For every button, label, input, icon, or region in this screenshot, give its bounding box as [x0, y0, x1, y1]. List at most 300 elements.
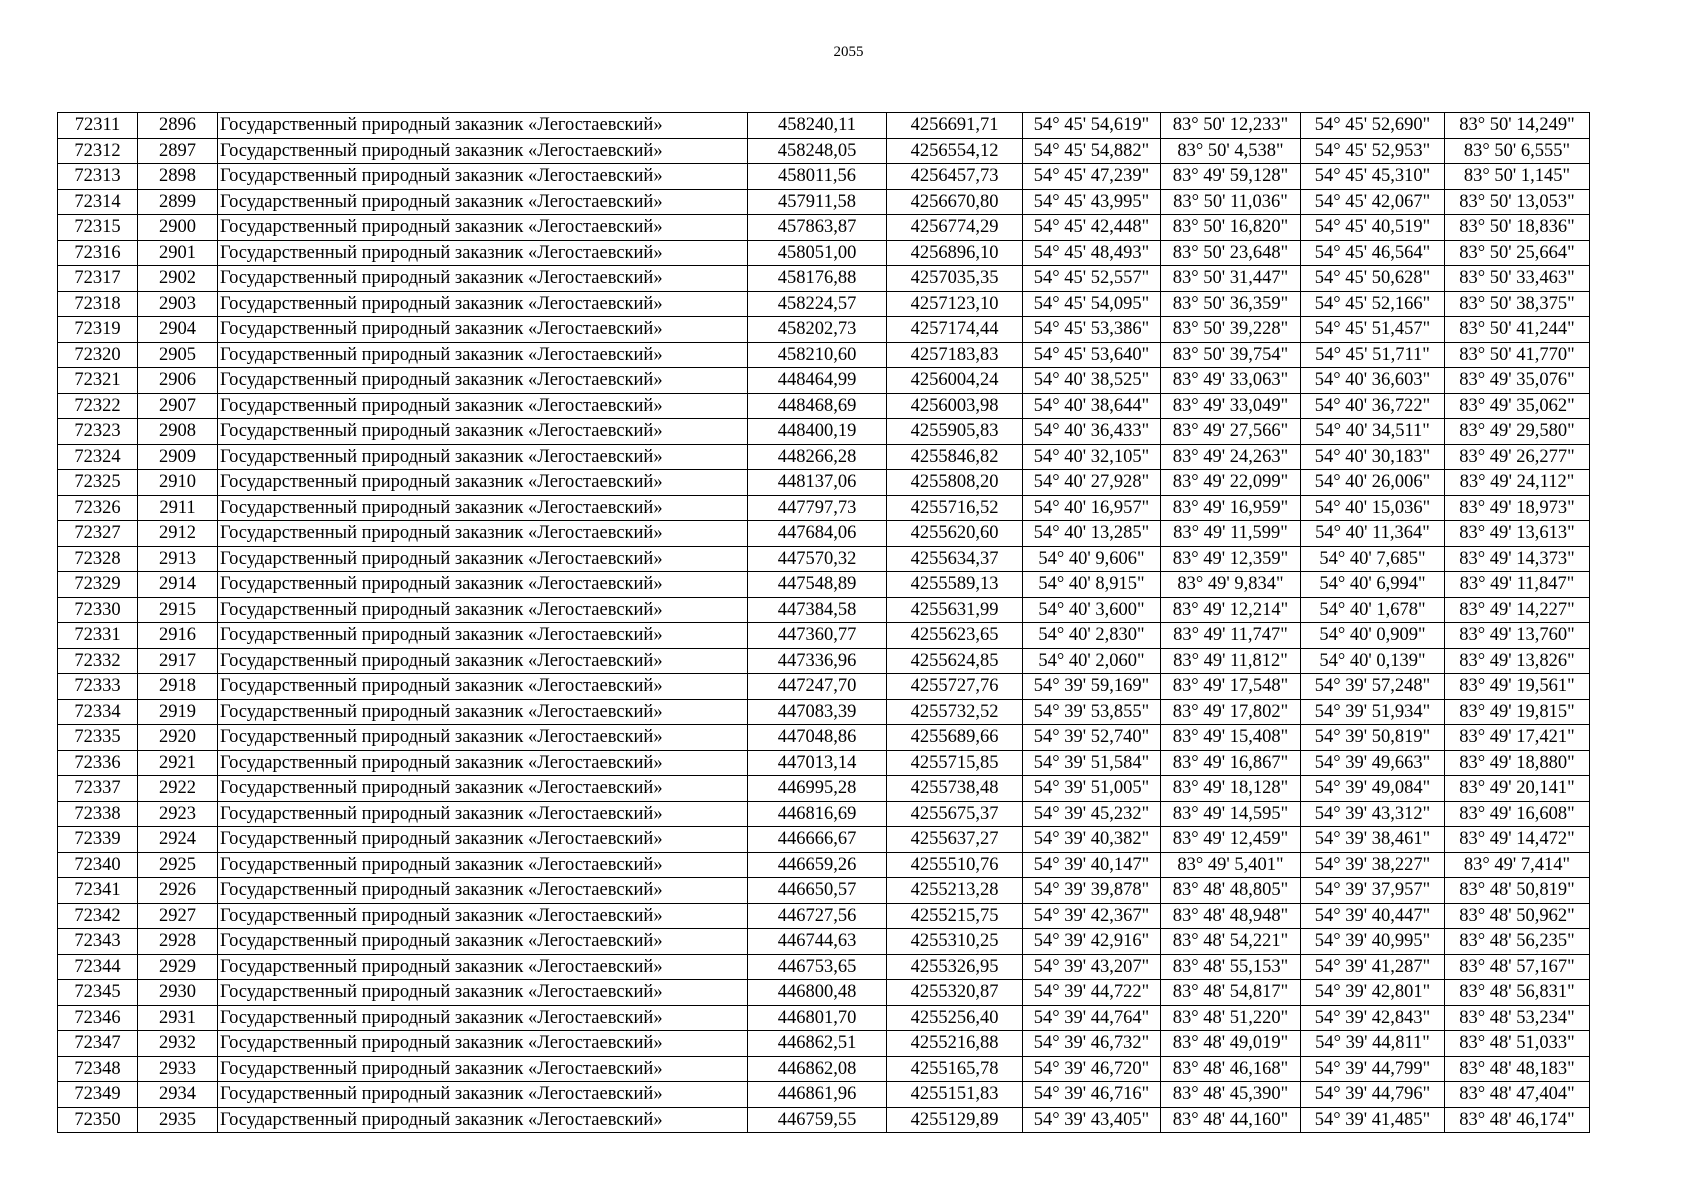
- table-row: [58, 164, 1590, 190]
- y-coordinate-cell: 4255620,60: [887, 521, 1023, 547]
- x-coordinate-cell: 448266,28: [748, 444, 887, 470]
- point-number-cell: 2904: [138, 317, 218, 343]
- territory-name-cell: Государственный природный заказник «Легостаевский»: [218, 750, 748, 776]
- longitude-2-cell: 83° 48' 50,962": [1445, 903, 1590, 929]
- longitude-1-cell: 83° 49' 12,214": [1161, 597, 1301, 623]
- y-coordinate-cell: 4257123,10: [887, 291, 1023, 317]
- longitude-1-cell: 83° 49' 16,867": [1161, 750, 1301, 776]
- latitude-2-cell: 54° 39' 49,663": [1301, 750, 1445, 776]
- longitude-1-cell: 83° 49' 24,263": [1161, 444, 1301, 470]
- y-coordinate-cell: 4255716,52: [887, 495, 1023, 521]
- territory-name-cell: Государственный природный заказник «Легостаевский»: [218, 317, 748, 343]
- record-number-cell: 72312: [58, 138, 138, 164]
- latitude-2-cell: 54° 39' 41,287": [1301, 954, 1445, 980]
- y-coordinate-cell: 4255808,20: [887, 470, 1023, 496]
- latitude-2-cell: 54° 39' 38,461": [1301, 827, 1445, 853]
- territory-name-cell: Государственный природный заказник «Легостаевский»: [218, 903, 748, 929]
- latitude-2-cell: 54° 39' 50,819": [1301, 725, 1445, 751]
- latitude-1-cell: 54° 39' 43,405": [1023, 1107, 1161, 1133]
- table-row: [58, 980, 1590, 1006]
- y-coordinate-cell: 4255675,37: [887, 801, 1023, 827]
- longitude-2-cell: 83° 50' 38,375": [1445, 291, 1590, 317]
- latitude-1-cell: 54° 45' 47,239": [1023, 164, 1161, 190]
- record-number-cell: 72319: [58, 317, 138, 343]
- territory-name-cell: Государственный природный заказник «Легостаевский»: [218, 725, 748, 751]
- point-number-cell: 2930: [138, 980, 218, 1006]
- latitude-2-cell: 54° 39' 42,801": [1301, 980, 1445, 1006]
- y-coordinate-cell: 4256004,24: [887, 368, 1023, 394]
- table-row: [58, 1082, 1590, 1108]
- table-row: [58, 648, 1590, 674]
- x-coordinate-cell: 446753,65: [748, 954, 887, 980]
- record-number-cell: 72333: [58, 674, 138, 700]
- longitude-1-cell: 83° 49' 27,566": [1161, 419, 1301, 445]
- point-number-cell: 2897: [138, 138, 218, 164]
- latitude-2-cell: 54° 45' 45,310": [1301, 164, 1445, 190]
- longitude-1-cell: 83° 49' 11,599": [1161, 521, 1301, 547]
- point-number-cell: 2910: [138, 470, 218, 496]
- latitude-2-cell: 54° 39' 38,227": [1301, 852, 1445, 878]
- longitude-2-cell: 83° 50' 13,053": [1445, 189, 1590, 215]
- coordinates-table: [57, 112, 1590, 1133]
- territory-name-cell: Государственный природный заказник «Легостаевский»: [218, 240, 748, 266]
- x-coordinate-cell: 447048,86: [748, 725, 887, 751]
- latitude-1-cell: 54° 39' 46,732": [1023, 1031, 1161, 1057]
- latitude-2-cell: 54° 45' 52,690": [1301, 113, 1445, 139]
- longitude-2-cell: 83° 50' 6,555": [1445, 138, 1590, 164]
- y-coordinate-cell: 4255637,27: [887, 827, 1023, 853]
- y-coordinate-cell: 4255624,85: [887, 648, 1023, 674]
- latitude-1-cell: 54° 45' 53,640": [1023, 342, 1161, 368]
- latitude-2-cell: 54° 39' 51,934": [1301, 699, 1445, 725]
- territory-name-cell: Государственный природный заказник «Легостаевский»: [218, 648, 748, 674]
- y-coordinate-cell: 4255510,76: [887, 852, 1023, 878]
- record-number-cell: 72323: [58, 419, 138, 445]
- table-row: [58, 419, 1590, 445]
- longitude-1-cell: 83° 49' 18,128": [1161, 776, 1301, 802]
- record-number-cell: 72322: [58, 393, 138, 419]
- x-coordinate-cell: 448468,69: [748, 393, 887, 419]
- latitude-2-cell: 54° 39' 37,957": [1301, 878, 1445, 904]
- latitude-1-cell: 54° 40' 3,600": [1023, 597, 1161, 623]
- latitude-1-cell: 54° 45' 42,448": [1023, 215, 1161, 241]
- y-coordinate-cell: 4255589,13: [887, 572, 1023, 598]
- latitude-1-cell: 54° 40' 16,957": [1023, 495, 1161, 521]
- latitude-1-cell: 54° 39' 51,005": [1023, 776, 1161, 802]
- record-number-cell: 72348: [58, 1056, 138, 1082]
- territory-name-cell: Государственный природный заказник «Легостаевский»: [218, 674, 748, 700]
- territory-name-cell: Государственный природный заказник «Легостаевский»: [218, 623, 748, 649]
- record-number-cell: 72318: [58, 291, 138, 317]
- record-number-cell: 72342: [58, 903, 138, 929]
- longitude-1-cell: 83° 48' 44,160": [1161, 1107, 1301, 1133]
- y-coordinate-cell: 4255905,83: [887, 419, 1023, 445]
- x-coordinate-cell: 458202,73: [748, 317, 887, 343]
- record-number-cell: 72335: [58, 725, 138, 751]
- x-coordinate-cell: 446995,28: [748, 776, 887, 802]
- point-number-cell: 2912: [138, 521, 218, 547]
- x-coordinate-cell: 446650,57: [748, 878, 887, 904]
- point-number-cell: 2917: [138, 648, 218, 674]
- territory-name-cell: Государственный природный заказник «Легостаевский»: [218, 215, 748, 241]
- table-row: [58, 368, 1590, 394]
- longitude-2-cell: 83° 48' 57,167": [1445, 954, 1590, 980]
- territory-name-cell: Государственный природный заказник «Легостаевский»: [218, 852, 748, 878]
- x-coordinate-cell: 447570,32: [748, 546, 887, 572]
- longitude-1-cell: 83° 50' 31,447": [1161, 266, 1301, 292]
- y-coordinate-cell: 4256670,80: [887, 189, 1023, 215]
- longitude-2-cell: 83° 49' 20,141": [1445, 776, 1590, 802]
- longitude-1-cell: 83° 48' 55,153": [1161, 954, 1301, 980]
- y-coordinate-cell: 4256691,71: [887, 113, 1023, 139]
- table-row: [58, 113, 1590, 139]
- territory-name-cell: Государственный природный заказник «Легостаевский»: [218, 572, 748, 598]
- point-number-cell: 2914: [138, 572, 218, 598]
- longitude-1-cell: 83° 49' 15,408": [1161, 725, 1301, 751]
- y-coordinate-cell: 4255634,37: [887, 546, 1023, 572]
- latitude-2-cell: 54° 45' 52,953": [1301, 138, 1445, 164]
- territory-name-cell: Государственный природный заказник «Легостаевский»: [218, 164, 748, 190]
- latitude-1-cell: 54° 39' 45,232": [1023, 801, 1161, 827]
- x-coordinate-cell: 447384,58: [748, 597, 887, 623]
- longitude-2-cell: 83° 49' 19,815": [1445, 699, 1590, 725]
- table-row: [58, 572, 1590, 598]
- table-row: [58, 725, 1590, 751]
- latitude-1-cell: 54° 39' 53,855": [1023, 699, 1161, 725]
- table-row: [58, 546, 1590, 572]
- territory-name-cell: Государственный природный заказник «Легостаевский»: [218, 419, 748, 445]
- point-number-cell: 2902: [138, 266, 218, 292]
- y-coordinate-cell: 4256774,29: [887, 215, 1023, 241]
- table-row: [58, 929, 1590, 955]
- record-number-cell: 72315: [58, 215, 138, 241]
- longitude-2-cell: 83° 48' 50,819": [1445, 878, 1590, 904]
- table-row: [58, 444, 1590, 470]
- longitude-2-cell: 83° 49' 11,847": [1445, 572, 1590, 598]
- latitude-1-cell: 54° 45' 53,386": [1023, 317, 1161, 343]
- latitude-2-cell: 54° 39' 44,799": [1301, 1056, 1445, 1082]
- point-number-cell: 2903: [138, 291, 218, 317]
- longitude-2-cell: 83° 48' 51,033": [1445, 1031, 1590, 1057]
- y-coordinate-cell: 4255715,85: [887, 750, 1023, 776]
- territory-name-cell: Государственный природный заказник «Легостаевский»: [218, 368, 748, 394]
- record-number-cell: 72324: [58, 444, 138, 470]
- table-row: [58, 623, 1590, 649]
- x-coordinate-cell: 447548,89: [748, 572, 887, 598]
- page-number: 2055: [833, 44, 864, 60]
- table-row: [58, 215, 1590, 241]
- territory-name-cell: Государственный природный заказник «Легостаевский»: [218, 495, 748, 521]
- table-row: [58, 521, 1590, 547]
- table-row: [58, 597, 1590, 623]
- table-row: [58, 1056, 1590, 1082]
- point-number-cell: 2911: [138, 495, 218, 521]
- territory-name-cell: Государственный природный заказник «Легостаевский»: [218, 342, 748, 368]
- latitude-1-cell: 54° 40' 32,105": [1023, 444, 1161, 470]
- longitude-1-cell: 83° 48' 46,168": [1161, 1056, 1301, 1082]
- territory-name-cell: Государственный природный заказник «Легостаевский»: [218, 1031, 748, 1057]
- table-row: [58, 878, 1590, 904]
- longitude-1-cell: 83° 49' 16,959": [1161, 495, 1301, 521]
- point-number-cell: 2932: [138, 1031, 218, 1057]
- latitude-2-cell: 54° 39' 40,447": [1301, 903, 1445, 929]
- table-row: [58, 852, 1590, 878]
- x-coordinate-cell: 447797,73: [748, 495, 887, 521]
- point-number-cell: 2924: [138, 827, 218, 853]
- territory-name-cell: Государственный природный заказник «Легостаевский»: [218, 444, 748, 470]
- longitude-1-cell: 83° 49' 33,049": [1161, 393, 1301, 419]
- latitude-1-cell: 54° 40' 27,928": [1023, 470, 1161, 496]
- longitude-2-cell: 83° 50' 1,145": [1445, 164, 1590, 190]
- longitude-1-cell: 83° 50' 36,359": [1161, 291, 1301, 317]
- longitude-1-cell: 83° 48' 45,390": [1161, 1082, 1301, 1108]
- x-coordinate-cell: 447684,06: [748, 521, 887, 547]
- longitude-2-cell: 83° 48' 56,831": [1445, 980, 1590, 1006]
- longitude-1-cell: 83° 49' 5,401": [1161, 852, 1301, 878]
- territory-name-cell: Государственный природный заказник «Легостаевский»: [218, 546, 748, 572]
- point-number-cell: 2918: [138, 674, 218, 700]
- point-number-cell: 2933: [138, 1056, 218, 1082]
- longitude-1-cell: 83° 49' 12,359": [1161, 546, 1301, 572]
- latitude-2-cell: 54° 39' 57,248": [1301, 674, 1445, 700]
- record-number-cell: 72327: [58, 521, 138, 547]
- y-coordinate-cell: 4255623,65: [887, 623, 1023, 649]
- latitude-2-cell: 54° 40' 1,678": [1301, 597, 1445, 623]
- x-coordinate-cell: 446862,51: [748, 1031, 887, 1057]
- x-coordinate-cell: 446801,70: [748, 1005, 887, 1031]
- table-body: [58, 113, 1590, 1133]
- longitude-2-cell: 83° 49' 14,227": [1445, 597, 1590, 623]
- point-number-cell: 2913: [138, 546, 218, 572]
- x-coordinate-cell: 458011,56: [748, 164, 887, 190]
- latitude-2-cell: 54° 40' 15,036": [1301, 495, 1445, 521]
- longitude-1-cell: 83° 49' 33,063": [1161, 368, 1301, 394]
- table-row: [58, 776, 1590, 802]
- table-row: [58, 138, 1590, 164]
- latitude-1-cell: 54° 45' 43,995": [1023, 189, 1161, 215]
- latitude-2-cell: 54° 45' 46,564": [1301, 240, 1445, 266]
- y-coordinate-cell: 4257183,83: [887, 342, 1023, 368]
- territory-name-cell: Государственный природный заказник «Легостаевский»: [218, 521, 748, 547]
- longitude-2-cell: 83° 49' 13,613": [1445, 521, 1590, 547]
- longitude-1-cell: 83° 50' 23,648": [1161, 240, 1301, 266]
- x-coordinate-cell: 447013,14: [748, 750, 887, 776]
- territory-name-cell: Государственный природный заказник «Легостаевский»: [218, 1082, 748, 1108]
- latitude-1-cell: 54° 45' 48,493": [1023, 240, 1161, 266]
- latitude-1-cell: 54° 40' 2,830": [1023, 623, 1161, 649]
- longitude-2-cell: 83° 48' 53,234": [1445, 1005, 1590, 1031]
- record-number-cell: 72346: [58, 1005, 138, 1031]
- territory-name-cell: Государственный природный заказник «Легостаевский»: [218, 470, 748, 496]
- point-number-cell: 2908: [138, 419, 218, 445]
- longitude-1-cell: 83° 49' 14,595": [1161, 801, 1301, 827]
- longitude-2-cell: 83° 49' 13,826": [1445, 648, 1590, 674]
- record-number-cell: 72337: [58, 776, 138, 802]
- latitude-1-cell: 54° 40' 38,525": [1023, 368, 1161, 394]
- longitude-2-cell: 83° 50' 25,664": [1445, 240, 1590, 266]
- x-coordinate-cell: 457911,58: [748, 189, 887, 215]
- territory-name-cell: Государственный природный заказник «Легостаевский»: [218, 291, 748, 317]
- latitude-1-cell: 54° 45' 54,619": [1023, 113, 1161, 139]
- y-coordinate-cell: 4255215,75: [887, 903, 1023, 929]
- longitude-2-cell: 83° 49' 29,580": [1445, 419, 1590, 445]
- x-coordinate-cell: 458248,05: [748, 138, 887, 164]
- x-coordinate-cell: 446861,96: [748, 1082, 887, 1108]
- table-row: [58, 1031, 1590, 1057]
- record-number-cell: 72320: [58, 342, 138, 368]
- y-coordinate-cell: 4255165,78: [887, 1056, 1023, 1082]
- table-row: [58, 266, 1590, 292]
- point-number-cell: 2916: [138, 623, 218, 649]
- territory-name-cell: Государственный природный заказник «Легостаевский»: [218, 1056, 748, 1082]
- x-coordinate-cell: 458176,88: [748, 266, 887, 292]
- y-coordinate-cell: 4255631,99: [887, 597, 1023, 623]
- latitude-2-cell: 54° 45' 42,067": [1301, 189, 1445, 215]
- territory-name-cell: Государственный природный заказник «Легостаевский»: [218, 980, 748, 1006]
- latitude-1-cell: 54° 39' 42,367": [1023, 903, 1161, 929]
- latitude-1-cell: 54° 40' 36,433": [1023, 419, 1161, 445]
- point-number-cell: 2926: [138, 878, 218, 904]
- y-coordinate-cell: 4255310,25: [887, 929, 1023, 955]
- x-coordinate-cell: 446727,56: [748, 903, 887, 929]
- x-coordinate-cell: 446659,26: [748, 852, 887, 878]
- point-number-cell: 2896: [138, 113, 218, 139]
- x-coordinate-cell: 446744,63: [748, 929, 887, 955]
- record-number-cell: 72347: [58, 1031, 138, 1057]
- point-number-cell: 2905: [138, 342, 218, 368]
- longitude-1-cell: 83° 49' 9,834": [1161, 572, 1301, 598]
- longitude-2-cell: 83° 49' 13,760": [1445, 623, 1590, 649]
- y-coordinate-cell: 4255320,87: [887, 980, 1023, 1006]
- y-coordinate-cell: 4256003,98: [887, 393, 1023, 419]
- record-number-cell: 72338: [58, 801, 138, 827]
- record-number-cell: 72341: [58, 878, 138, 904]
- latitude-1-cell: 54° 40' 8,915": [1023, 572, 1161, 598]
- record-number-cell: 72343: [58, 929, 138, 955]
- point-number-cell: 2923: [138, 801, 218, 827]
- longitude-1-cell: 83° 49' 11,747": [1161, 623, 1301, 649]
- y-coordinate-cell: 4255738,48: [887, 776, 1023, 802]
- latitude-2-cell: 54° 39' 43,312": [1301, 801, 1445, 827]
- latitude-2-cell: 54° 40' 0,909": [1301, 623, 1445, 649]
- y-coordinate-cell: 4257174,44: [887, 317, 1023, 343]
- longitude-2-cell: 83° 50' 41,244": [1445, 317, 1590, 343]
- longitude-2-cell: 83° 48' 48,183": [1445, 1056, 1590, 1082]
- point-number-cell: 2907: [138, 393, 218, 419]
- y-coordinate-cell: 4255256,40: [887, 1005, 1023, 1031]
- longitude-2-cell: 83° 50' 33,463": [1445, 266, 1590, 292]
- record-number-cell: 72344: [58, 954, 138, 980]
- territory-name-cell: Государственный природный заказник «Легостаевский»: [218, 827, 748, 853]
- territory-name-cell: Государственный природный заказник «Легостаевский»: [218, 113, 748, 139]
- point-number-cell: 2921: [138, 750, 218, 776]
- latitude-2-cell: 54° 40' 34,511": [1301, 419, 1445, 445]
- y-coordinate-cell: 4255151,83: [887, 1082, 1023, 1108]
- point-number-cell: 2920: [138, 725, 218, 751]
- territory-name-cell: Государственный природный заказник «Легостаевский»: [218, 1005, 748, 1031]
- record-number-cell: 72326: [58, 495, 138, 521]
- record-number-cell: 72334: [58, 699, 138, 725]
- x-coordinate-cell: 446816,69: [748, 801, 887, 827]
- longitude-1-cell: 83° 49' 17,802": [1161, 699, 1301, 725]
- y-coordinate-cell: 4255129,89: [887, 1107, 1023, 1133]
- longitude-1-cell: 83° 50' 39,228": [1161, 317, 1301, 343]
- x-coordinate-cell: 457863,87: [748, 215, 887, 241]
- latitude-1-cell: 54° 40' 38,644": [1023, 393, 1161, 419]
- latitude-1-cell: 54° 39' 59,169": [1023, 674, 1161, 700]
- longitude-1-cell: 83° 50' 12,233": [1161, 113, 1301, 139]
- latitude-1-cell: 54° 39' 42,916": [1023, 929, 1161, 955]
- longitude-1-cell: 83° 49' 17,548": [1161, 674, 1301, 700]
- y-coordinate-cell: 4255213,28: [887, 878, 1023, 904]
- latitude-2-cell: 54° 40' 11,364": [1301, 521, 1445, 547]
- latitude-2-cell: 54° 40' 0,139": [1301, 648, 1445, 674]
- latitude-1-cell: 54° 45' 54,882": [1023, 138, 1161, 164]
- table-row: [58, 393, 1590, 419]
- y-coordinate-cell: 4256457,73: [887, 164, 1023, 190]
- x-coordinate-cell: 458240,11: [748, 113, 887, 139]
- longitude-1-cell: 83° 49' 12,459": [1161, 827, 1301, 853]
- point-number-cell: 2901: [138, 240, 218, 266]
- longitude-1-cell: 83° 50' 39,754": [1161, 342, 1301, 368]
- longitude-1-cell: 83° 49' 59,128": [1161, 164, 1301, 190]
- longitude-1-cell: 83° 48' 49,019": [1161, 1031, 1301, 1057]
- record-number-cell: 72331: [58, 623, 138, 649]
- longitude-2-cell: 83° 49' 18,880": [1445, 750, 1590, 776]
- latitude-1-cell: 54° 45' 52,557": [1023, 266, 1161, 292]
- latitude-2-cell: 54° 45' 40,519": [1301, 215, 1445, 241]
- x-coordinate-cell: 448137,06: [748, 470, 887, 496]
- longitude-2-cell: 83° 49' 16,608": [1445, 801, 1590, 827]
- latitude-2-cell: 54° 39' 44,811": [1301, 1031, 1445, 1057]
- latitude-2-cell: 54° 40' 6,994": [1301, 572, 1445, 598]
- record-number-cell: 72325: [58, 470, 138, 496]
- table-row: [58, 1107, 1590, 1133]
- table-row: [58, 954, 1590, 980]
- table-row: [58, 317, 1590, 343]
- longitude-1-cell: 83° 48' 54,817": [1161, 980, 1301, 1006]
- longitude-2-cell: 83° 50' 14,249": [1445, 113, 1590, 139]
- latitude-1-cell: 54° 39' 40,147": [1023, 852, 1161, 878]
- latitude-2-cell: 54° 40' 36,603": [1301, 368, 1445, 394]
- record-number-cell: 72329: [58, 572, 138, 598]
- longitude-2-cell: 83° 50' 18,836": [1445, 215, 1590, 241]
- point-number-cell: 2909: [138, 444, 218, 470]
- latitude-2-cell: 54° 39' 44,796": [1301, 1082, 1445, 1108]
- latitude-1-cell: 54° 39' 46,716": [1023, 1082, 1161, 1108]
- record-number-cell: 72317: [58, 266, 138, 292]
- table-row: [58, 750, 1590, 776]
- record-number-cell: 72339: [58, 827, 138, 853]
- latitude-2-cell: 54° 39' 41,485": [1301, 1107, 1445, 1133]
- territory-name-cell: Государственный природный заказник «Легостаевский»: [218, 878, 748, 904]
- latitude-1-cell: 54° 40' 13,285": [1023, 521, 1161, 547]
- longitude-1-cell: 83° 50' 16,820": [1161, 215, 1301, 241]
- x-coordinate-cell: 448400,19: [748, 419, 887, 445]
- latitude-2-cell: 54° 39' 49,084": [1301, 776, 1445, 802]
- x-coordinate-cell: 447247,70: [748, 674, 887, 700]
- territory-name-cell: Государственный природный заказник «Легостаевский»: [218, 929, 748, 955]
- x-coordinate-cell: 446666,67: [748, 827, 887, 853]
- y-coordinate-cell: 4255732,52: [887, 699, 1023, 725]
- record-number-cell: 72332: [58, 648, 138, 674]
- point-number-cell: 2928: [138, 929, 218, 955]
- x-coordinate-cell: 447336,96: [748, 648, 887, 674]
- territory-name-cell: Государственный природный заказник «Легостаевский»: [218, 189, 748, 215]
- longitude-2-cell: 83° 48' 46,174": [1445, 1107, 1590, 1133]
- latitude-2-cell: 54° 45' 52,166": [1301, 291, 1445, 317]
- x-coordinate-cell: 458051,00: [748, 240, 887, 266]
